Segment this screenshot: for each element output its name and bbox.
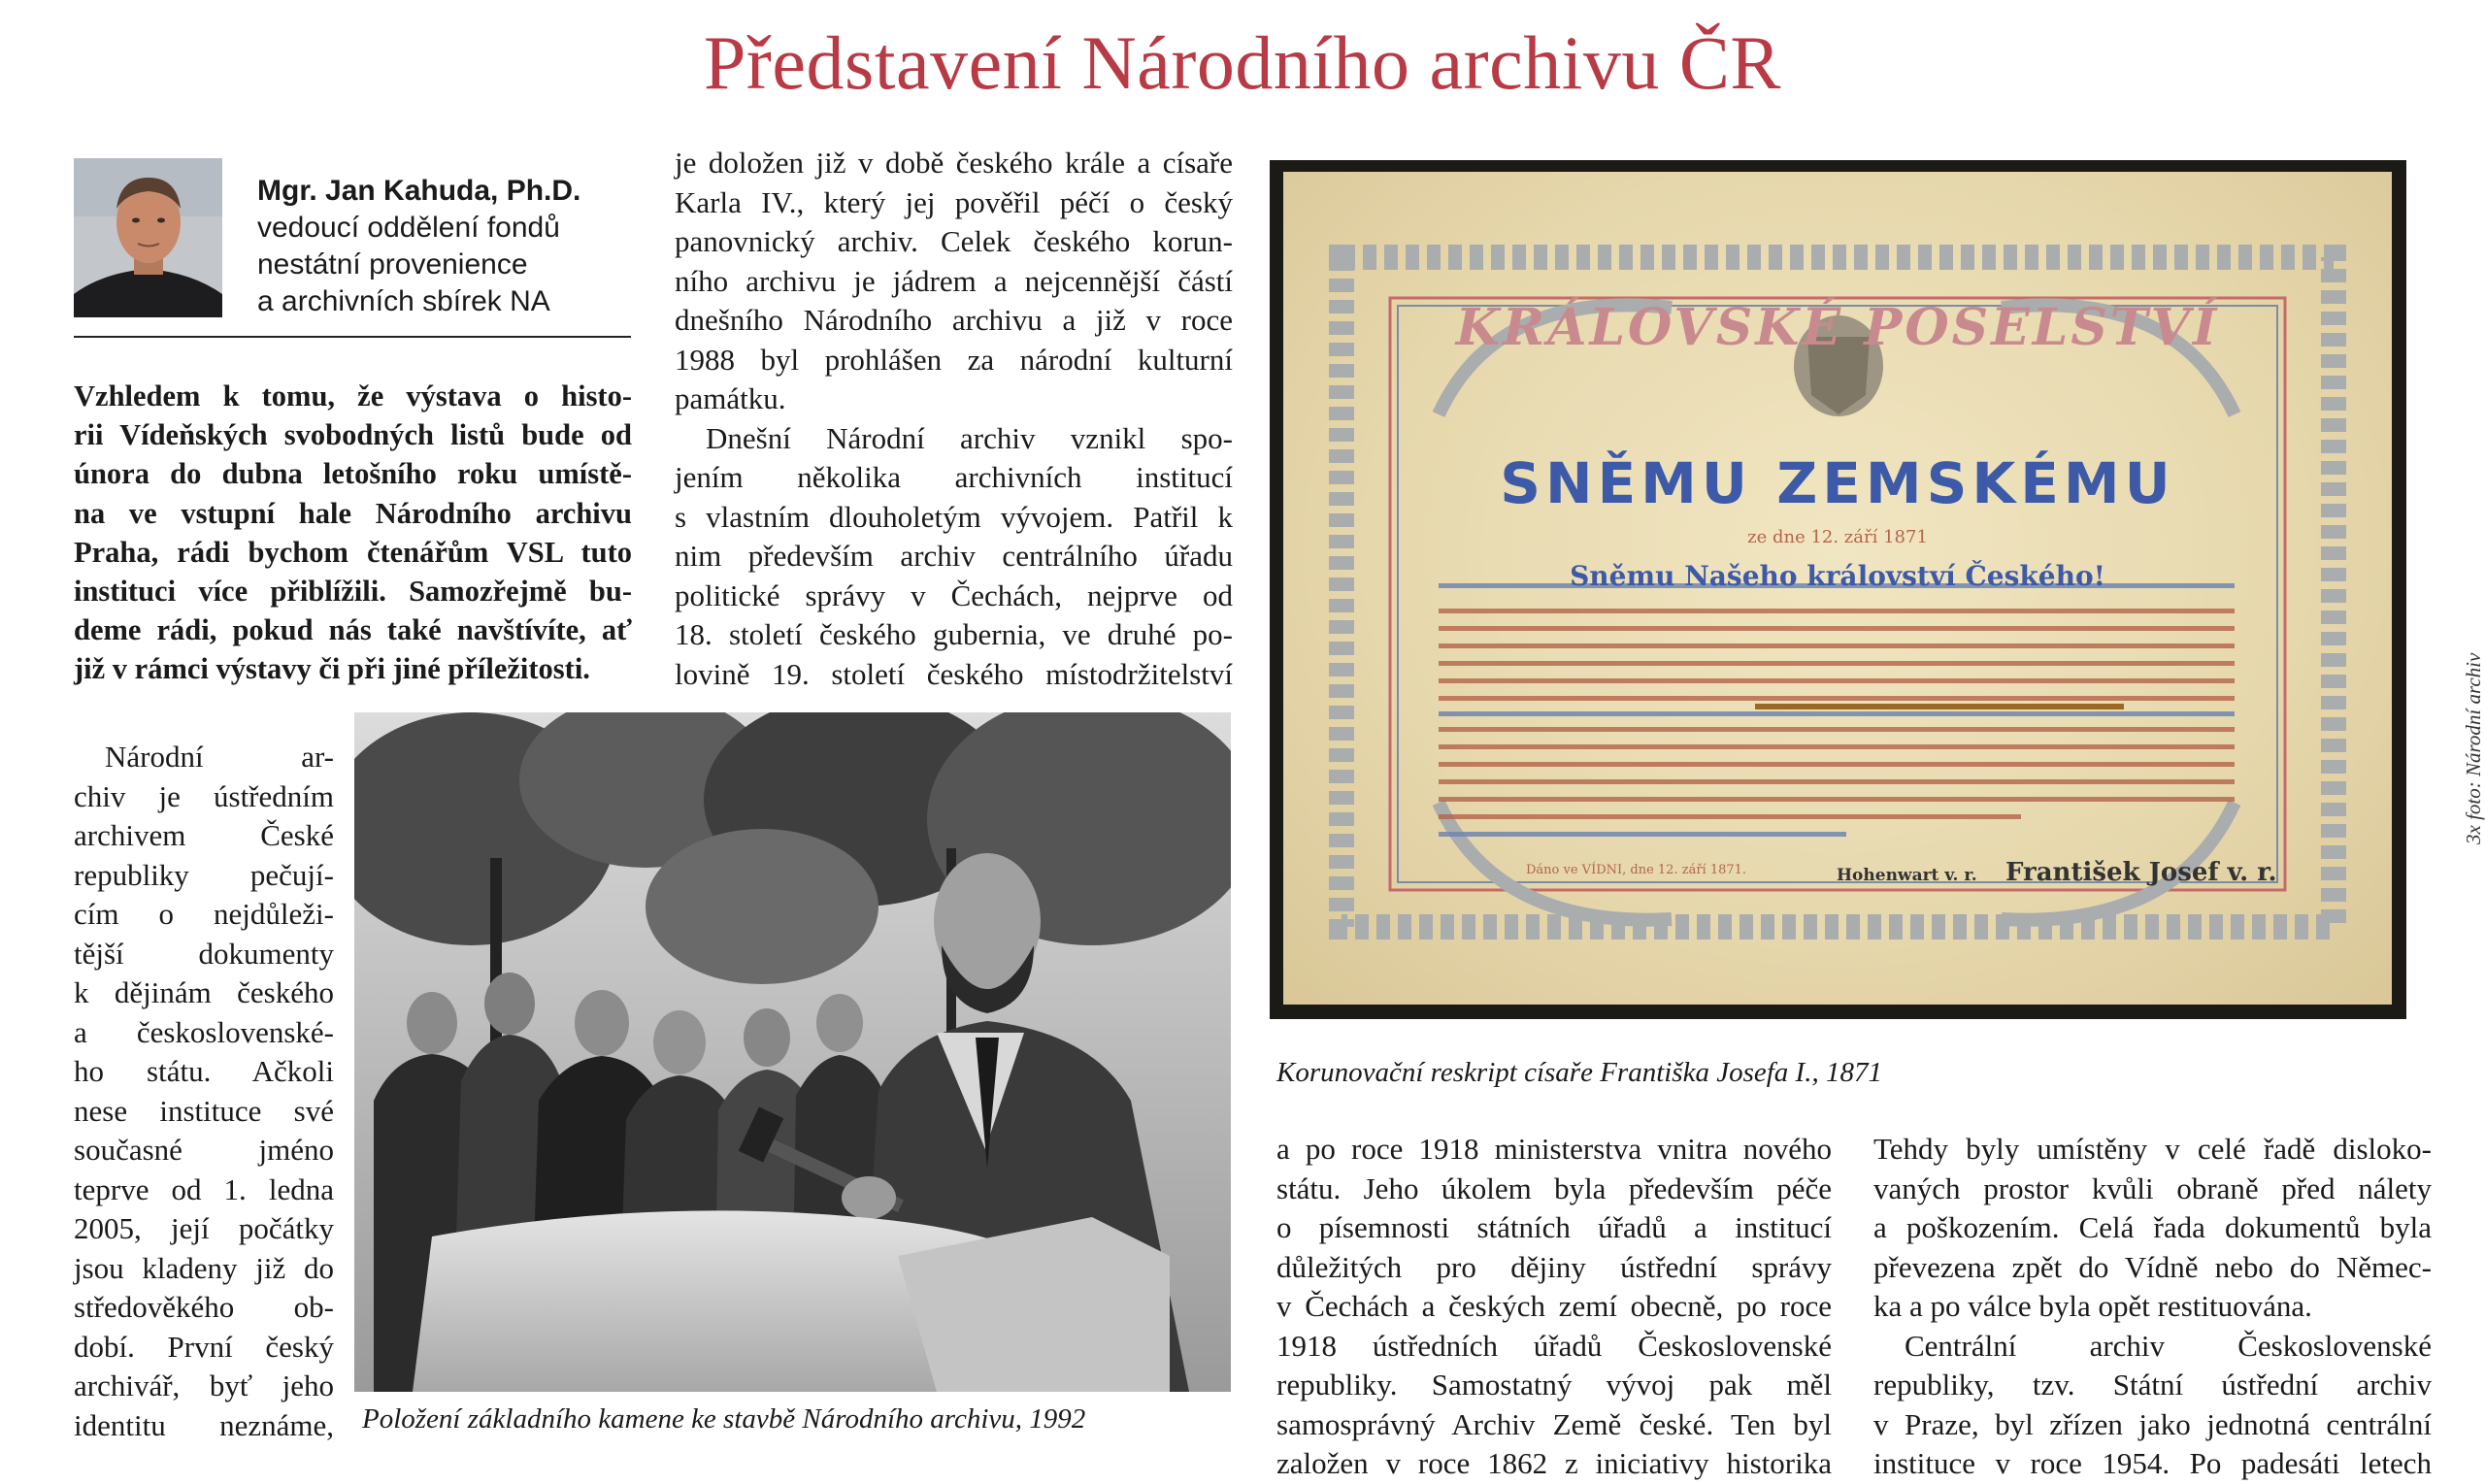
text-line: 1988 byl prohlášen za národní kulturní: [675, 342, 1233, 377]
lead-line: Praha, rádi bychom čtenářům VSL tuto: [74, 535, 632, 569]
text-line: 2005, její počátky: [74, 1211, 334, 1245]
text-line: republiky, tzv. Státní ústřední archiv: [1873, 1368, 2432, 1402]
text-line: Centrální archiv Československé: [1905, 1328, 2432, 1363]
text-line: republiky. Samostatný vývoj pak měl: [1276, 1368, 1832, 1402]
text-line: a po roce 1918 ministerstva vnitra nového: [1276, 1132, 1832, 1166]
lead-line: rii Vídeňských svobodných listů bude od: [74, 418, 632, 452]
text-line: tější dokumenty: [74, 936, 334, 971]
text-line: středověkého ob-: [74, 1290, 334, 1324]
text-line: republiky pečují-: [74, 857, 334, 892]
text-line: ního archivu je jádrem a nejcennější částí: [675, 263, 1233, 298]
body-column-3: [1276, 1130, 1832, 1484]
text-line: současné jméno: [74, 1133, 334, 1167]
document-title-1: KRÁLOVSKÉ POSELSTVÍ: [1455, 298, 2220, 357]
text-line: k dějinám českého: [74, 975, 334, 1009]
text-line: je doložen již v době českého krále a císaře: [675, 146, 1233, 180]
text-line: dobí. První český: [74, 1329, 334, 1364]
document-paper: [1283, 172, 2392, 1005]
text-line: archivem České: [74, 818, 334, 852]
text-line: a poškozením. Celá řada dokumentů byla: [1873, 1210, 2432, 1244]
body-column-2: [675, 144, 1233, 694]
lead-line: února do dubna letošního roku umístě-: [74, 457, 632, 491]
text-line: samosprávný Archiv Země české. Ten byl: [1276, 1406, 1832, 1441]
author-role-line: a archivních sbírek NA: [257, 285, 550, 317]
photo-credit: 3x foto: Národní archiv: [2462, 652, 2485, 844]
text-line: chiv je ústředním: [74, 778, 334, 813]
document-signature-2: František Josef v. r.: [2005, 858, 2277, 887]
ceremony-photo: [354, 712, 1231, 1392]
lead-line: již v rámci výstavy či při jiné příležitosti.: [74, 652, 590, 686]
document-signature-1: Hohenwart v. r.: [1837, 866, 1977, 885]
author-name: Mgr. Jan Kahuda, Ph.D.: [257, 175, 581, 207]
author-info: [257, 173, 580, 336]
text-line: dnešního Národního archivu a již v roce: [675, 303, 1233, 337]
text-line: politické správy v Čechách, nejprve od: [675, 577, 1233, 612]
author-box: [74, 155, 631, 338]
text-line: důležitých pro dějiny ústřední správy: [1276, 1249, 1832, 1284]
text-line: ho státu. Ačkoli: [74, 1054, 334, 1088]
text-line: lovině 19. století českého místodržitelství: [675, 656, 1233, 691]
text-line: 1918 ústředních úřadů Československé: [1276, 1328, 1832, 1363]
text-line: jsou kladeny již do: [74, 1250, 334, 1285]
text-line: a československé-: [74, 1014, 334, 1049]
body-column-4: [1873, 1130, 2432, 1484]
text-line: cím o nejdůleži-: [74, 897, 334, 931]
text-line: založen v roce 1862 z iniciativy historika: [1276, 1446, 1832, 1480]
text-line: památku.: [675, 381, 786, 415]
text-line: o písemnosti státních úřadů a institucí: [1276, 1210, 1832, 1244]
text-line: vaných prostor kvůli obraně před nálety: [1873, 1171, 2432, 1205]
text-line: identitu neznáme,: [74, 1407, 334, 1442]
text-line: instituce v roce 1954. Po padesáti letech: [1873, 1446, 2432, 1480]
lead-paragraph: [74, 377, 632, 689]
text-line: 18. století českého gubernia, ve druhé po-: [675, 617, 1233, 651]
text-line: převezena zpět do Vídně nebo do Němec-: [1873, 1249, 2432, 1284]
document-title-2: SNĚMU ZEMSKÉMU: [1500, 450, 2175, 516]
author-portrait: [74, 158, 222, 317]
text-line: archivář, byť jeho: [74, 1369, 334, 1402]
text-line: v Čechách a českých zemí obecně, po roce: [1276, 1289, 1832, 1323]
lead-line: instituci více přiblížili. Samozřejmě bu-: [74, 575, 632, 609]
text-line: Karla IV., který jej pověřil péčí o český: [675, 184, 1233, 219]
text-line: ka a po válce byla opět restituována.: [1873, 1289, 2312, 1323]
text-line: jením několika archivních institucí: [675, 460, 1233, 494]
author-role-line: nestátní provenience: [257, 248, 528, 280]
body-column-1: [74, 738, 334, 1445]
page-title: Představení Národního archivu ČR: [704, 20, 1781, 105]
document-date: ze dne 12. září 1871: [1747, 527, 1928, 547]
text-line: nim především archiv centrálního úřadu: [675, 539, 1233, 573]
lead-line: Vzhledem k tomu, že výstava o histo-: [74, 379, 632, 412]
document-greeting: Sněmu Našeho království Českého!: [1570, 560, 2105, 592]
document-caption: Korunovační reskript císaře Františka Josefa I., 1871: [1276, 1057, 1882, 1088]
text-line: nese instituce své: [74, 1093, 334, 1128]
author-role-line: vedoucí oddělení fondů: [257, 212, 560, 244]
lead-line: na ve vstupní hale Národního archivu: [74, 496, 632, 530]
coronation-document-photo: [1270, 160, 2406, 1019]
text-line: s vlastním dlouholetým vývojem. Patřil k: [675, 499, 1233, 534]
text-line: panovnický archiv. Celek českého korun-: [675, 224, 1233, 258]
text-line: státu. Jeho úkolem byla především péče: [1276, 1171, 1832, 1205]
photo-caption: Položení základního kamene ke stavbě Národního archivu, 1992: [362, 1403, 1086, 1435]
lead-line: deme rádi, pokud nás také navštívíte, ať: [74, 613, 632, 647]
document-place-line: Dáno ve VÍDNI, dne 12. září 1871.: [1526, 863, 1747, 877]
text-line: teprve od 1. ledna: [74, 1171, 334, 1206]
text-line: Dnešní Národní archiv vznikl spo-: [706, 420, 1233, 455]
text-line: Tehdy byly umístěny v celé řadě disloko-: [1873, 1132, 2432, 1166]
text-line: Národní ar-: [105, 740, 334, 774]
text-line: v Praze, byl zřízen jako jednotná centrální: [1873, 1406, 2432, 1441]
